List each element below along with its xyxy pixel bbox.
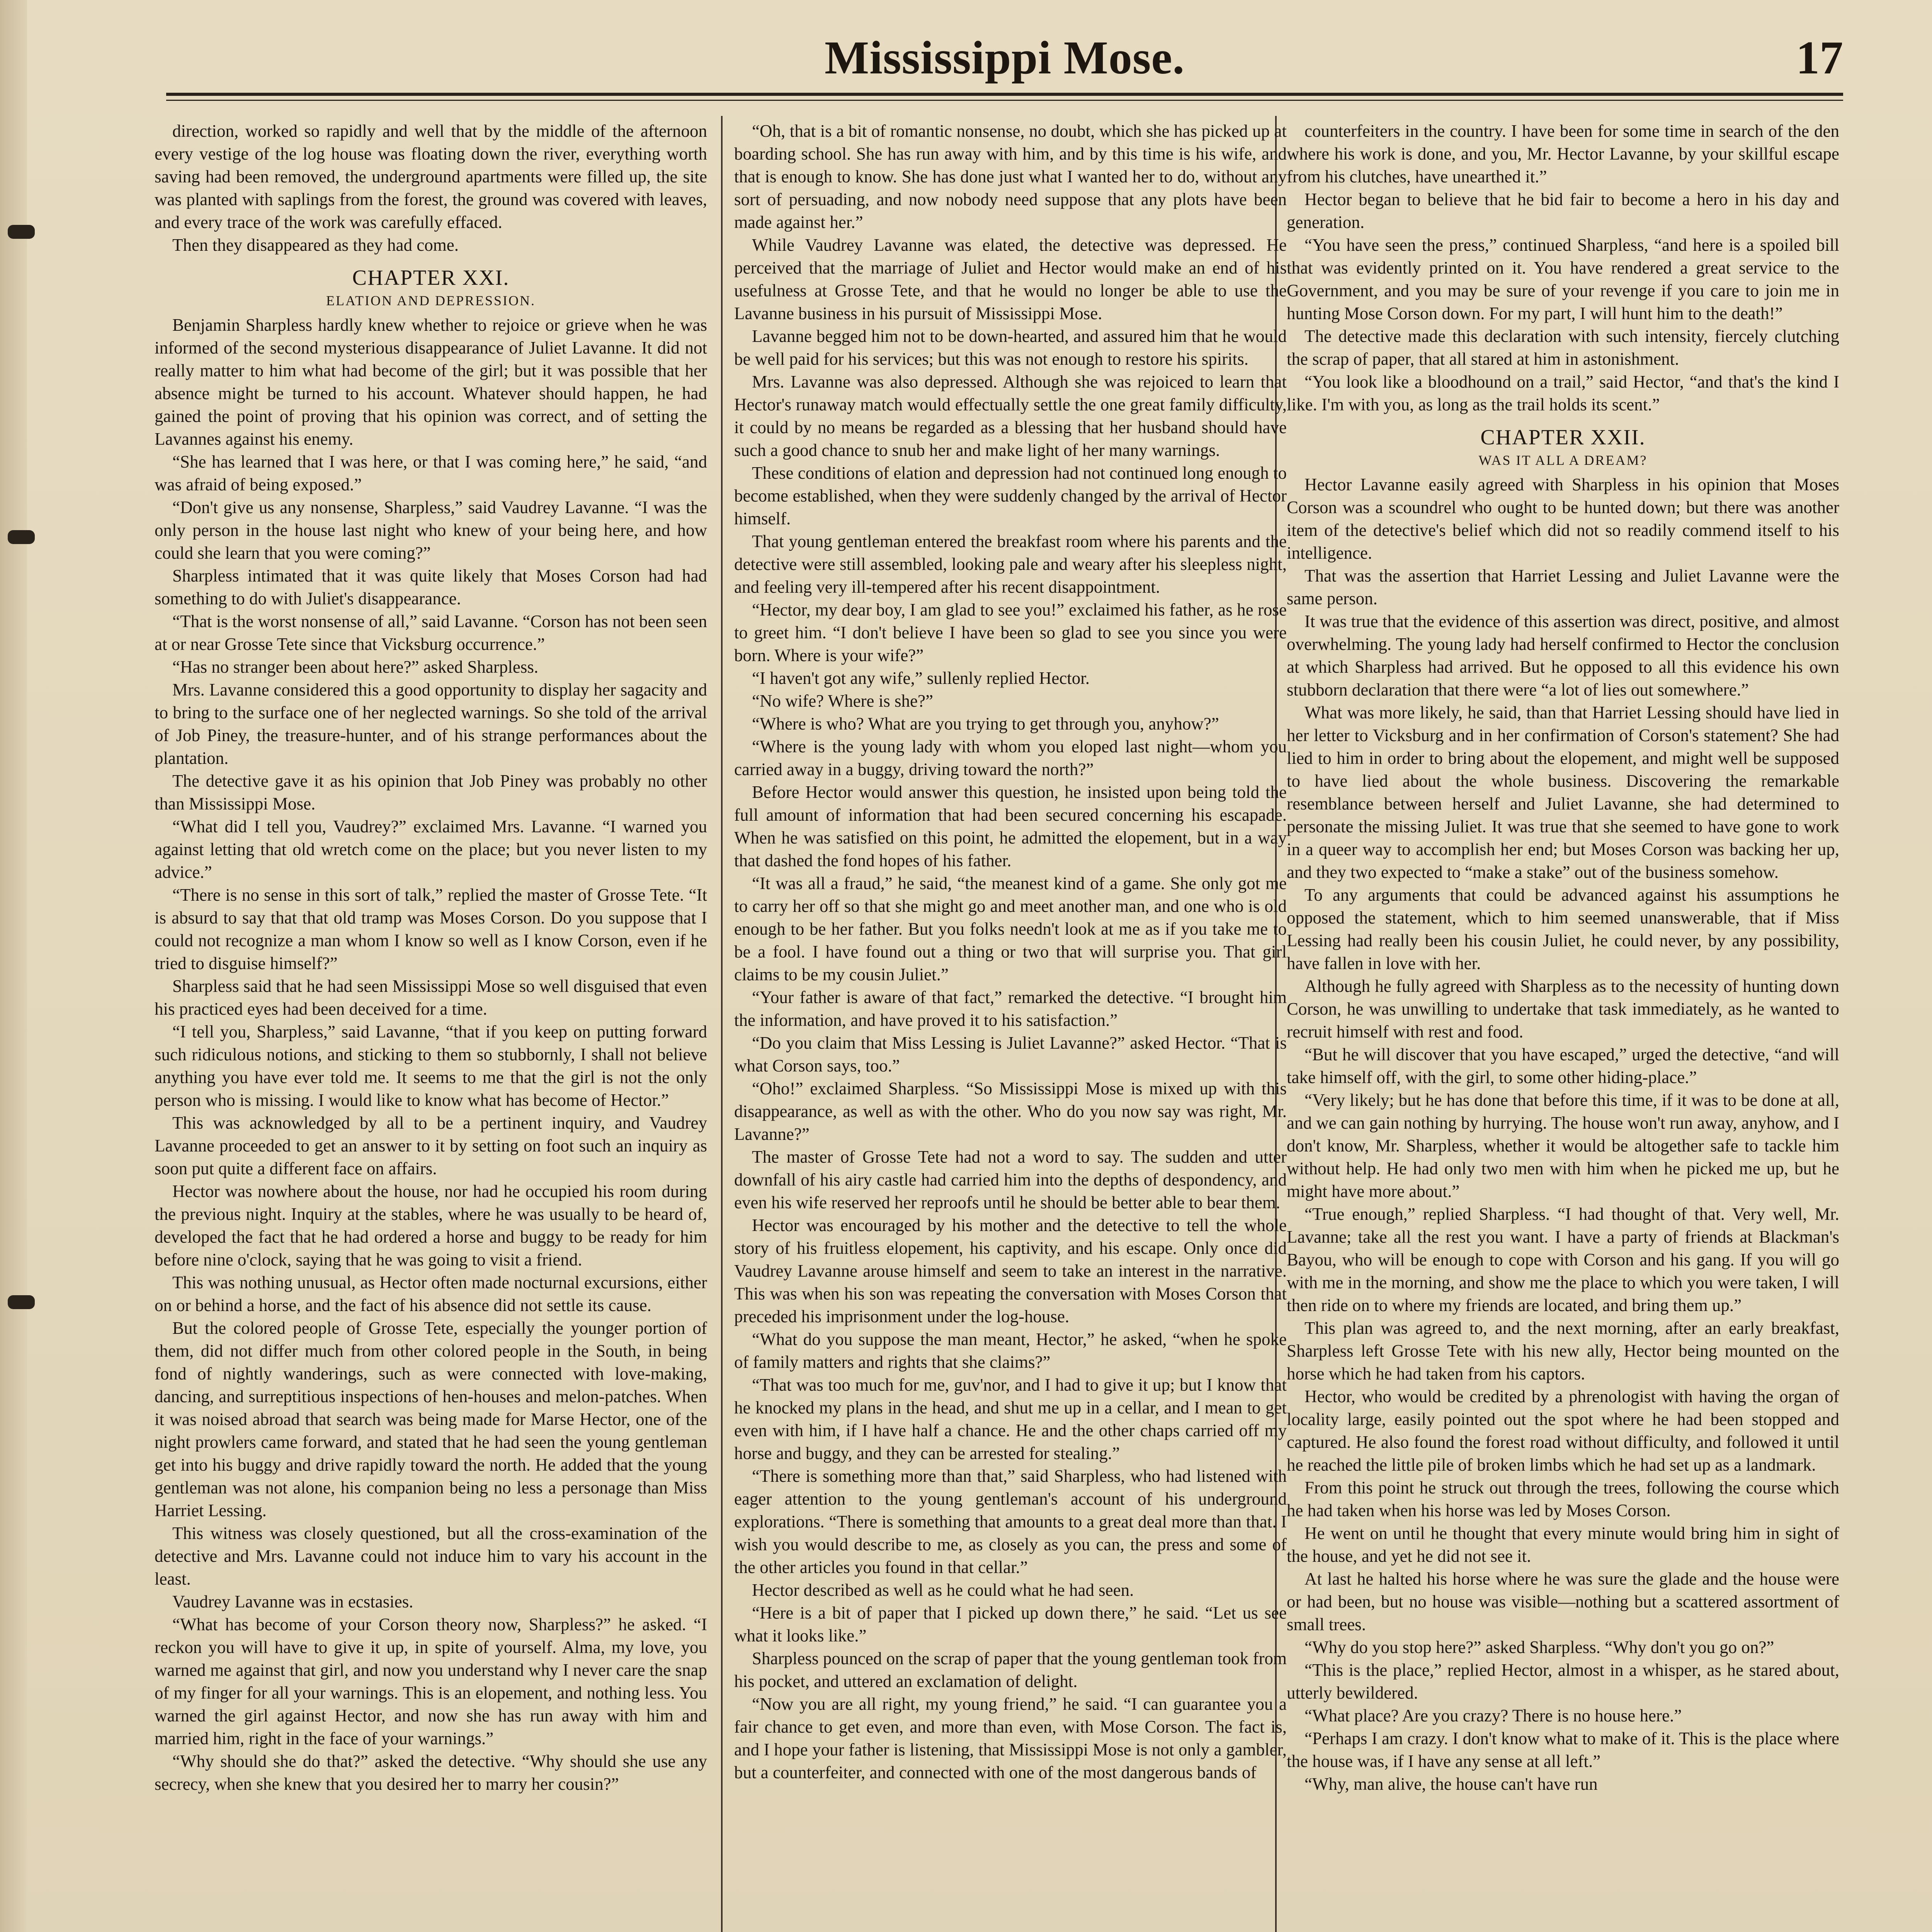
binding-edge [0,0,27,1932]
paragraph: At last he halted his horse where he was sure the glade and the house were or had been, but no house was visible—nothing but a scattered assortment of small trees. [1287,1569,1839,1634]
paragraph: The detective gave it as his opinion that Job Piney was probably no other than Mississippi Mose. [155,771,707,813]
paragraph: Hector, who would be credited by a phrenologist with having the organ of locality large, easily pointed out the spot where he had been stopped and captured. He also found the forest road without difficulty, and followed it until he reached the little pile of broken limbs which he had set up as a landmark. [1287,1387,1839,1475]
paragraph: This plan was agreed to, and the next morning, after an early breakfast, Sharpless left Grosse Tete with his new ally, Hector being mounted on the horse which he had taken from his captors. [1287,1318,1839,1383]
paragraph: Mrs. Lavanne was also depressed. Although she was rejoiced to learn that Hector's runaway match would effectually settle the one great family difficulty, it could by no means be regarded as a blessing that her husband should have such a good chance to snub her and make light of her many warnings. [734,372,1287,460]
paragraph: counterfeiters in the country. I have been for some time in search of the den where his work is done, and you, Mr. Hector Lavanne, by your skillful escape from his clutches, have unearthed it.” [1287,121,1839,186]
paragraph: Then they disappeared as they had come. [172,235,459,255]
paragraph: The detective made this declaration with such intensity, fiercely clutching the scrap of paper, that all stared at him in astonishment. [1287,327,1839,369]
paragraph: Benjamin Sharpless hardly knew whether to rejoice or grieve when he was informed of the second mysterious disappearance of Juliet Lavanne. It did not really matter to him what had become of the girl; but it was possible that her absence might be turned to his account. Whatever should happen, he had gained the point of proving that his opinion was correct, and of setting the Lavannes against his enemy. [155,315,707,449]
paragraph: It was true that the evidence of this assertion was direct, positive, and almost overwhelming. The young lady had herself confirmed to Hector the conclusion at which Sharpless had arrived. But he opposed to all this evidence his own stubborn declaration that there were “a lot of lies out somewhere.” [1287,612,1839,699]
paragraph: Hector began to believe that he bid fair to become a hero in his day and generation. [1287,190,1839,232]
paragraph: “Oho!” exclaimed Sharpless. “So Mississippi Mose is mixed up with this disappearance, as well as with the other. Who do you now say was right, Mr. Lavanne?” [734,1079,1287,1144]
paragraph: He went on until he thought that every minute would bring him in sight of the house, and yet he did not see it. [1287,1524,1839,1566]
paragraph: “Don't give us any nonsense, Sharpless,” said Vaudrey Lavanne. “I was the only person in the house last night who knew of your being here, and how could she learn that you were coming?” [155,498,707,563]
paragraph: This witness was closely questioned, but all the cross-examination of the detective and Mrs. Lavanne could not induce him to vary his account in the least. [155,1524,707,1588]
paragraph: direction, worked so rapidly and well that by the middle of the afternoon every vestige of the log house was floating down the river, everything worth saving had been removed, the underground apartments were filled up, the site was planted with saplings from the forest, the ground was covered with leaves, and every trace of the work was carefully effaced. [155,121,707,232]
paragraph: Mrs. Lavanne considered this a good opportunity to display her sagacity and to bring to the surface one of her neglected warnings. So she told of the arrival of Job Piney, the treasure-hunter, and of his strange performances about the plantation. [155,680,707,768]
paragraph: “Very likely; but he has done that before this time, if it was to be done at all, and we can gain nothing by hurrying. The house won't run away, anyhow, and I don't know, Mr. Sharpless, whether it would be altogether safe to tackle him without help. He had only two men with him when he picked me up, but he might have more about.” [1287,1090,1839,1201]
paragraph: This was nothing unusual, as Hector often made nocturnal excursions, either on or behind a horse, and the fact of his absence did not settle its cause. [155,1273,707,1315]
paragraph: “True enough,” replied Sharpless. “I had thought of that. Very well, Mr. Lavanne; take all the rest you want. I have a party of friends at Blackman's Bayou, who will be enough to cope with Corson and his gang. If you will go with me in the morning, and show me the place to which you were taken, I will then ride on to where my friends are located, and bring them up.” [1287,1204,1839,1315]
paragraph: “She has learned that I was here, or that I was coming here,” he said, “and was afraid of being exposed.” [155,452,707,494]
chapter-heading: CHAPTER XXII. [1480,425,1646,449]
paragraph: Vaudrey Lavanne was in ecstasies. [172,1592,413,1611]
header-rule-thin [166,100,1843,101]
page-header [166,23,1843,97]
paragraph: But the colored people of Grosse Tete, especially the younger portion of them, did not differ much from other colored people in the South, in being fond of nightly wanderings, such as were connected with love-making, dancing, and surreptitious inspections of hen-houses and melon-patches. When it was noised abroad that search was being made for Marse Hector, one of the night prowlers came forward, and stated that he had seen the young gentleman get into his buggy and drive rapidly toward the north. He added that the young gentleman was not alone, his companion being no less a personage than Miss Harriet Lessing. [155,1318,707,1520]
paragraph: “That was too much for me, guv'nor, and I had to give it up; but I know that he knocked my plans in the head, and shut me up in a cellar, and I mean to get even with him, if I have half a chance. He and the other chaps carried off my horse and buggy, and they can be arrested for stealing.” [734,1375,1287,1463]
paragraph: The master of Grosse Tete had not a word to say. The sudden and utter downfall of his airy castle had carried him into the depths of despondency, and even his wife reserved her reproofs until he should be better able to bear them. [734,1147,1287,1212]
paragraph: What was more likely, he said, than that Harriet Lessing should have lied in her letter to Vicksburg and in her confirmation of Corson's statement? She had lied to him in order to bring about the elopement, and might well be supposed to have lied about the whole business. Discovering the remarkable resemblance between herself and Juliet Lavanne, she had determined to personate the missing Juliet. It was true that she seemed to have gone to work in a queer way to accomplish her end; but Moses Corson was backing her up, and they two expected to “make a stake” out of the business somehow. [1287,703,1839,882]
paragraph: That was the assertion that Harriet Lessing and Juliet Lavanne were the same person. [1287,566,1839,608]
page-title: Mississippi Mose. [824,32,1185,84]
paragraph: Sharpless said that he had seen Mississippi Mose so well disguised that even his practiced eyes had been deceived for a time. [155,976,707,1019]
paragraph: Hector Lavanne easily agreed with Sharpless in his opinion that Moses Corson was a scoundrel who ought to be hunted down; but there was another item of the detective's belief which did not so readily commend itself to his intelligence. [1287,475,1839,563]
paragraph: Although he fully agreed with Sharpless as to the necessity of hunting down Corson, he was unwilling to undertake that task immediately, as he wanted to recruit himself with rest and food. [1287,976,1839,1041]
paragraph: Hector described as well as he could what he had seen. [752,1580,1134,1600]
paragraph: “You look like a bloodhound on a trail,” said Hector, “and that's the kind I like. I'm with you, as long as the trail holds its scent.” [1287,372,1839,414]
chapter-subtitle: WAS IT ALL A DREAM? [1478,452,1648,468]
paragraph: “Here is a bit of paper that I picked up down there,” he said. “Let us see what it looks like.” [734,1603,1287,1645]
paragraph: “Where is the young lady with whom you eloped last night—whom you carried away in a buggy, driving toward the north?” [734,737,1287,779]
paragraph: This was acknowledged by all to be a pertinent inquiry, and Vaudrey Lavanne proceeded to get an answer to it by setting on foot such an inquiry as soon put quite a different face on affairs. [155,1113,707,1178]
paragraph: Hector was nowhere about the house, nor had he occupied his room during the previous night. Inquiry at the stables, where he was usually to be heard of, developed the fact that he had ordered a horse and buggy to be ready for him before nine o'clock, saying that he was going to visit a friend. [155,1182,707,1269]
paragraph: “What do you suppose the man meant, Hector,” he asked, “when he spoke of family matters and rights that she claims?” [734,1330,1287,1372]
paragraph: “Why should she do that?” asked the detective. “Why should she use any secrecy, when she knew that you desired her to marry her cousin?” [155,1752,707,1794]
paragraph: “But he will discover that you have escaped,” urged the detective, “and will take himself off, with the girl, to some other hiding-place.” [1287,1045,1839,1087]
column-2 [734,120,1287,1932]
paragraph: “It was all a fraud,” he said, “the meanest kind of a game. She only got me to carry her off so that she might go and meet another man, and one who is old enough to be her father. But you folks needn't look at me as if you take me to be a fool. I have found out a thing or two that will surprise you. That girl claims to be my cousin Juliet.” [734,874,1287,984]
paragraph: Hector was encouraged by his mother and the detective to tell the whole story of his fruitless elopement, his captivity, and his escape. Only once did Vaudrey Lavanne arouse himself and seem to take an interest in the narrative. This was when his son was repeating the conversation with Moses Corson that preceded his imprisonment under the log-house. [734,1216,1287,1326]
paragraph: “I haven't got any wife,” sullenly replied Hector. [752,668,1090,688]
column-divider [721,116,723,1932]
paragraph: Lavanne begged him not to be down-hearted, and assured him that he would be well paid for his services; but this was not enough to restore his spirits. [734,327,1287,369]
paragraph: Before Hector would answer this question, he insisted upon being told the full amount of information that had been secured concerning his escapade. When he was satisfied on this point, he admitted the elopement, but in a way that dashed the fond hopes of his father. [734,782,1287,870]
paragraph: To any arguments that could be advanced against his assumptions he opposed the statement, which to him seemed unanswerable, that if Miss Lessing had really been his cousin Juliet, he could never, by any possibility, have fallen in love with her. [1287,885,1839,973]
paragraph: “Has no stranger been about here?” asked Sharpless. [172,657,539,677]
paragraph: While Vaudrey Lavanne was elated, the detective was depressed. He perceived that the marriage of Juliet and Hector would make an end of his usefulness at Grosse Tete, and that he would no longer be able to use the Lavanne business in his pursuit of Mississippi Mose. [734,235,1287,323]
column-3 [1287,120,1839,1932]
paragraph: “You have seen the press,” continued Sharpless, “and here is a spoiled bill that was evidently printed on it. You have rendered a great service to the Government, and you may be sure of your revenge if you care to join me in hunting Mose Corson down. For my part, I will hunt him to the death!” [1287,235,1839,323]
paragraph: “Your father is aware of that fact,” remarked the detective. “I brought him the information, and have proved it to his satisfaction.” [734,988,1287,1030]
paragraph: “What has become of your Corson theory now, Sharpless?” he asked. “I reckon you will have to give it up, in spite of yourself. Alma, my love, you warned me against that girl, and now you understand why I never care the snap of my finger for all your warnings. This is an elopement, and nothing less. You warned the girl against Hector, and now she has run away with him and married him, right in the face of your warnings.” [155,1615,707,1748]
paragraph: “What place? Are you crazy? There is no house here.” [1304,1706,1682,1725]
chapter-subtitle: ELATION AND DEPRESSION. [326,293,536,308]
paragraph: “Oh, that is a bit of romantic nonsense, no doubt, which she has picked up at boarding school. She has run away with him, and by this time is his wife, and that is enough to know. She has done just what I wanted her to do, without any sort of persuading, and now nobody need suppose that any plots have been made against her.” [734,121,1287,232]
paragraph: “Do you claim that Miss Lessing is Juliet Lavanne?” asked Hector. “That is what Corson says, too.” [734,1033,1287,1075]
paragraph: “Where is who? What are you trying to get through you, anyhow?” [752,714,1219,733]
paragraph: “Why do you stop here?” asked Sharpless. “Why don't you go on?” [1304,1638,1774,1657]
paragraph: “What did I tell you, Vaudrey?” exclaimed Mrs. Lavanne. “I warned you against letting that old wretch come on the place; but you never listen to my advice.” [155,817,707,882]
paragraph: “Why, man alive, the house can't have run [1304,1774,1598,1794]
paragraph: “That is the worst nonsense of all,” said Lavanne. “Corson has not been seen at or near Grosse Tete since that Vicksburg occurrence.” [155,612,707,654]
paragraph: That young gentleman entered the breakfast room where his parents and the detective were still assembled, looking pale and weary after his sleepless night, and feeling very ill-tempered after his recent disappointment. [734,532,1287,597]
header-rule [166,93,1843,96]
paragraph: “This is the place,” replied Hector, almost in a whisper, as he stared about, utterly bewildered. [1287,1660,1839,1702]
paragraph: From this point he struck out through the trees, following the course which he had taken when his horse was led by Moses Corson. [1287,1478,1839,1520]
column-1 [155,120,707,1932]
paragraph: “There is something more than that,” said Sharpless, who had listened with eager attention to the young gentleman's account of his underground explorations. “There is something that amounts to a great deal more than that. I wish you would describe to me, as closely as you can, the press and some of the other articles you found in that cellar.” [734,1466,1287,1577]
binding-hole [8,225,35,239]
chapter-heading: CHAPTER XXI. [352,266,510,290]
paragraph: “Perhaps I am crazy. I don't know what to make of it. This is the place where the house was, if I have any sense at all left.” [1287,1729,1839,1771]
paragraph: Sharpless intimated that it was quite likely that Moses Corson had had something to do with Juliet's disappearance. [155,566,707,608]
binding-hole [8,530,35,544]
paragraph: “I tell you, Sharpless,” said Lavanne, “that if you keep on putting forward such ridiculous notions, and sticking to them so stubbornly, I shall not believe anything you have ever told me. It seems to me that the girl is not the only person who is missing. I would like to know what has become of Hector.” [155,1022,707,1110]
page-number: 17 [1796,32,1843,84]
paragraph: “Now you are all right, my young friend,” he said. “I can guarantee you a fair chance to get even, and more than even, with Mose Corson. The fact is, and I hope your father is listening, that Mississippi Mose is not only a gambler, but a counterfeiter, and connected with one of the most dangerous bands of [734,1694,1287,1782]
binding-hole [8,1295,35,1309]
paragraph: These conditions of elation and depression had not continued long enough to become established, when they were suddenly changed by the arrival of Hector himself. [734,463,1287,528]
paragraph: “No wife? Where is she?” [752,691,933,711]
paragraph: “Hector, my dear boy, I am glad to see you!” exclaimed his father, as he rose to greet him. “I don't believe I have been so glad to see you since you were born. Where is your wife?” [734,600,1287,665]
paragraph: “There is no sense in this sort of talk,” replied the master of Grosse Tete. “It is absurd to say that that old tramp was Moses Corson. Do you suppose that I could not recognize a man whom I know so well as I know Corson, even if he tried to disguise himself?” [155,885,707,973]
paragraph: Sharpless pounced on the scrap of paper that the young gentleman took from his pocket, and uttered an exclamation of delight. [734,1649,1287,1691]
